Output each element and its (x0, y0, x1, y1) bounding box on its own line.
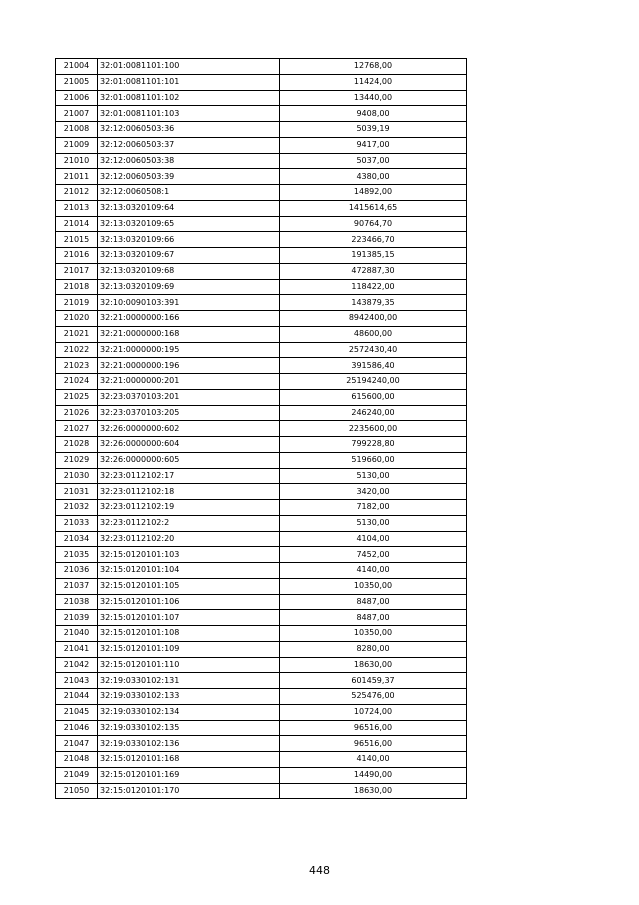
table-row (56, 452, 467, 468)
cadastral-number-cell: 32:19:0330102:134 (98, 704, 280, 720)
table-row (56, 752, 467, 768)
row-number-cell: 21043 (56, 673, 98, 689)
value-cell: 5130,00 (280, 468, 467, 484)
value-cell: 14490,00 (280, 767, 467, 783)
cadastral-number-cell: 32:21:0000000:168 (98, 326, 280, 342)
table-row (56, 185, 467, 201)
value-cell: 4140,00 (280, 563, 467, 579)
table-row (56, 216, 467, 232)
row-number-cell: 21010 (56, 153, 98, 169)
value-cell: 25194240,00 (280, 374, 467, 390)
cadastral-number-cell: 32:15:0120101:170 (98, 783, 280, 799)
value-cell: 4380,00 (280, 169, 467, 185)
cadastral-number-cell: 32:19:0330102:135 (98, 720, 280, 736)
row-number-cell: 21008 (56, 122, 98, 138)
row-number-cell: 21038 (56, 594, 98, 610)
cadastral-number-cell: 32:12:0060508:1 (98, 185, 280, 201)
cadastral-number-cell: 32:15:0120101:110 (98, 657, 280, 673)
row-number-cell: 21030 (56, 468, 98, 484)
cadastral-number-cell: 32:01:0081101:103 (98, 106, 280, 122)
row-number-cell: 21021 (56, 326, 98, 342)
row-number-cell: 21029 (56, 452, 98, 468)
value-cell: 615600,00 (280, 389, 467, 405)
table-row (56, 279, 467, 295)
cadastral-number-cell: 32:15:0120101:106 (98, 594, 280, 610)
table-row (56, 657, 467, 673)
value-cell: 18630,00 (280, 657, 467, 673)
row-number-cell: 21044 (56, 689, 98, 705)
row-number-cell: 21033 (56, 515, 98, 531)
cadastral-number-cell: 32:21:0000000:166 (98, 311, 280, 327)
value-cell: 8280,00 (280, 641, 467, 657)
table-row (56, 326, 467, 342)
table-row (56, 673, 467, 689)
row-number-cell: 21016 (56, 248, 98, 264)
table-row (56, 484, 467, 500)
value-cell: 13440,00 (280, 90, 467, 106)
cadastral-number-cell: 32:26:0000000:604 (98, 437, 280, 453)
cadastral-number-cell: 32:21:0000000:196 (98, 358, 280, 374)
value-cell: 9408,00 (280, 106, 467, 122)
row-number-cell: 21032 (56, 500, 98, 516)
row-number-cell: 21031 (56, 484, 98, 500)
value-cell: 472887,30 (280, 263, 467, 279)
row-number-cell: 21041 (56, 641, 98, 657)
cadastral-number-cell: 32:15:0120101:169 (98, 767, 280, 783)
row-number-cell: 21047 (56, 736, 98, 752)
value-cell: 10350,00 (280, 578, 467, 594)
table-row (56, 689, 467, 705)
row-number-cell: 21014 (56, 216, 98, 232)
cadastral-number-cell: 32:23:0112102:2 (98, 515, 280, 531)
value-cell: 14892,00 (280, 185, 467, 201)
table-row (56, 90, 467, 106)
row-number-cell: 21011 (56, 169, 98, 185)
cadastral-number-cell: 32:19:0330102:131 (98, 673, 280, 689)
row-number-cell: 21028 (56, 437, 98, 453)
row-number-cell: 21004 (56, 59, 98, 75)
value-cell: 601459,37 (280, 673, 467, 689)
value-cell: 4104,00 (280, 531, 467, 547)
row-number-cell: 21050 (56, 783, 98, 799)
cadastral-number-cell: 32:15:0120101:104 (98, 563, 280, 579)
cadastral-number-cell: 32:26:0000000:602 (98, 421, 280, 437)
value-cell: 519660,00 (280, 452, 467, 468)
table-row (56, 500, 467, 516)
cadastral-number-cell: 32:13:0320109:68 (98, 263, 280, 279)
table-row (56, 200, 467, 216)
registry-table-body (56, 59, 467, 799)
row-number-cell: 21013 (56, 200, 98, 216)
table-row (56, 563, 467, 579)
table-row (56, 720, 467, 736)
cadastral-number-cell: 32:15:0120101:105 (98, 578, 280, 594)
value-cell: 1415614,65 (280, 200, 467, 216)
row-number-cell: 21037 (56, 578, 98, 594)
table-row (56, 389, 467, 405)
cadastral-number-cell: 32:23:0370103:201 (98, 389, 280, 405)
cadastral-number-cell: 32:23:0112102:19 (98, 500, 280, 516)
row-number-cell: 21017 (56, 263, 98, 279)
row-number-cell: 21040 (56, 626, 98, 642)
table-row (56, 783, 467, 799)
table-row (56, 169, 467, 185)
row-number-cell: 21027 (56, 421, 98, 437)
cadastral-number-cell: 32:13:0320109:65 (98, 216, 280, 232)
table-row (56, 59, 467, 75)
value-cell: 5039,19 (280, 122, 467, 138)
cadastral-number-cell: 32:15:0120101:103 (98, 547, 280, 563)
row-number-cell: 21022 (56, 342, 98, 358)
cadastral-number-cell: 32:01:0081101:101 (98, 74, 280, 90)
value-cell: 10350,00 (280, 626, 467, 642)
row-number-cell: 21035 (56, 547, 98, 563)
cadastral-number-cell: 32:13:0320109:66 (98, 232, 280, 248)
table-row (56, 437, 467, 453)
cadastral-number-cell: 32:15:0120101:168 (98, 752, 280, 768)
table-row (56, 342, 467, 358)
table-row (56, 405, 467, 421)
row-number-cell: 21023 (56, 358, 98, 374)
table-row (56, 311, 467, 327)
row-number-cell: 21019 (56, 295, 98, 311)
row-number-cell: 21025 (56, 389, 98, 405)
table-row (56, 263, 467, 279)
cadastral-number-cell: 32:10:0090103:391 (98, 295, 280, 311)
value-cell: 799228,80 (280, 437, 467, 453)
table-row (56, 736, 467, 752)
value-cell: 90764,70 (280, 216, 467, 232)
registry-table (55, 58, 467, 799)
table-row (56, 468, 467, 484)
table-row (56, 547, 467, 563)
value-cell: 5130,00 (280, 515, 467, 531)
value-cell: 118422,00 (280, 279, 467, 295)
row-number-cell: 21026 (56, 405, 98, 421)
cadastral-number-cell: 32:15:0120101:109 (98, 641, 280, 657)
cadastral-number-cell: 32:21:0000000:195 (98, 342, 280, 358)
table-row (56, 531, 467, 547)
value-cell: 4140,00 (280, 752, 467, 768)
cadastral-number-cell: 32:12:0060503:39 (98, 169, 280, 185)
value-cell: 96516,00 (280, 736, 467, 752)
row-number-cell: 21012 (56, 185, 98, 201)
value-cell: 391586,40 (280, 358, 467, 374)
table-row (56, 594, 467, 610)
table-row (56, 358, 467, 374)
table-row (56, 232, 467, 248)
table-row (56, 137, 467, 153)
cadastral-number-cell: 32:19:0330102:133 (98, 689, 280, 705)
cadastral-number-cell: 32:23:0112102:20 (98, 531, 280, 547)
row-number-cell: 21005 (56, 74, 98, 90)
value-cell: 8487,00 (280, 594, 467, 610)
row-number-cell: 21020 (56, 311, 98, 327)
table-row (56, 626, 467, 642)
value-cell: 143879,35 (280, 295, 467, 311)
cadastral-number-cell: 32:21:0000000:201 (98, 374, 280, 390)
value-cell: 48600,00 (280, 326, 467, 342)
table-row (56, 641, 467, 657)
row-number-cell: 21045 (56, 704, 98, 720)
table-row (56, 704, 467, 720)
value-cell: 246240,00 (280, 405, 467, 421)
value-cell: 525476,00 (280, 689, 467, 705)
row-number-cell: 21024 (56, 374, 98, 390)
cadastral-number-cell: 32:19:0330102:136 (98, 736, 280, 752)
table-row (56, 610, 467, 626)
cadastral-number-cell: 32:12:0060503:38 (98, 153, 280, 169)
row-number-cell: 21006 (56, 90, 98, 106)
cadastral-number-cell: 32:13:0320109:64 (98, 200, 280, 216)
table-row (56, 767, 467, 783)
cadastral-number-cell: 32:12:0060503:37 (98, 137, 280, 153)
page-number: 448 (309, 864, 330, 877)
value-cell: 10724,00 (280, 704, 467, 720)
table-row (56, 421, 467, 437)
value-cell: 7452,00 (280, 547, 467, 563)
value-cell: 191385,15 (280, 248, 467, 264)
table-row (56, 106, 467, 122)
value-cell: 2572430,40 (280, 342, 467, 358)
value-cell: 9417,00 (280, 137, 467, 153)
row-number-cell: 21036 (56, 563, 98, 579)
cadastral-number-cell: 32:15:0120101:108 (98, 626, 280, 642)
row-number-cell: 21042 (56, 657, 98, 673)
value-cell: 96516,00 (280, 720, 467, 736)
value-cell: 223466,70 (280, 232, 467, 248)
value-cell: 7182,00 (280, 500, 467, 516)
value-cell: 8487,00 (280, 610, 467, 626)
table-row (56, 374, 467, 390)
cadastral-number-cell: 32:15:0120101:107 (98, 610, 280, 626)
value-cell: 12768,00 (280, 59, 467, 75)
value-cell: 8942400,00 (280, 311, 467, 327)
table-row (56, 578, 467, 594)
cadastral-number-cell: 32:13:0320109:69 (98, 279, 280, 295)
table-row (56, 248, 467, 264)
row-number-cell: 21034 (56, 531, 98, 547)
row-number-cell: 21048 (56, 752, 98, 768)
cadastral-number-cell: 32:13:0320109:67 (98, 248, 280, 264)
value-cell: 11424,00 (280, 74, 467, 90)
row-number-cell: 21015 (56, 232, 98, 248)
row-number-cell: 21007 (56, 106, 98, 122)
value-cell: 2235600,00 (280, 421, 467, 437)
cadastral-number-cell: 32:23:0112102:18 (98, 484, 280, 500)
cadastral-number-cell: 32:12:0060503:36 (98, 122, 280, 138)
row-number-cell: 21046 (56, 720, 98, 736)
table-row (56, 122, 467, 138)
value-cell: 5037,00 (280, 153, 467, 169)
table-row (56, 295, 467, 311)
table-row (56, 153, 467, 169)
row-number-cell: 21039 (56, 610, 98, 626)
cadastral-number-cell: 32:23:0112102:17 (98, 468, 280, 484)
cadastral-number-cell: 32:23:0370103:205 (98, 405, 280, 421)
value-cell: 3420,00 (280, 484, 467, 500)
row-number-cell: 21018 (56, 279, 98, 295)
cadastral-number-cell: 32:26:0000000:605 (98, 452, 280, 468)
table-row (56, 515, 467, 531)
value-cell: 18630,00 (280, 783, 467, 799)
table-row (56, 74, 467, 90)
cadastral-number-cell: 32:01:0081101:100 (98, 59, 280, 75)
row-number-cell: 21049 (56, 767, 98, 783)
row-number-cell: 21009 (56, 137, 98, 153)
cadastral-number-cell: 32:01:0081101:102 (98, 90, 280, 106)
